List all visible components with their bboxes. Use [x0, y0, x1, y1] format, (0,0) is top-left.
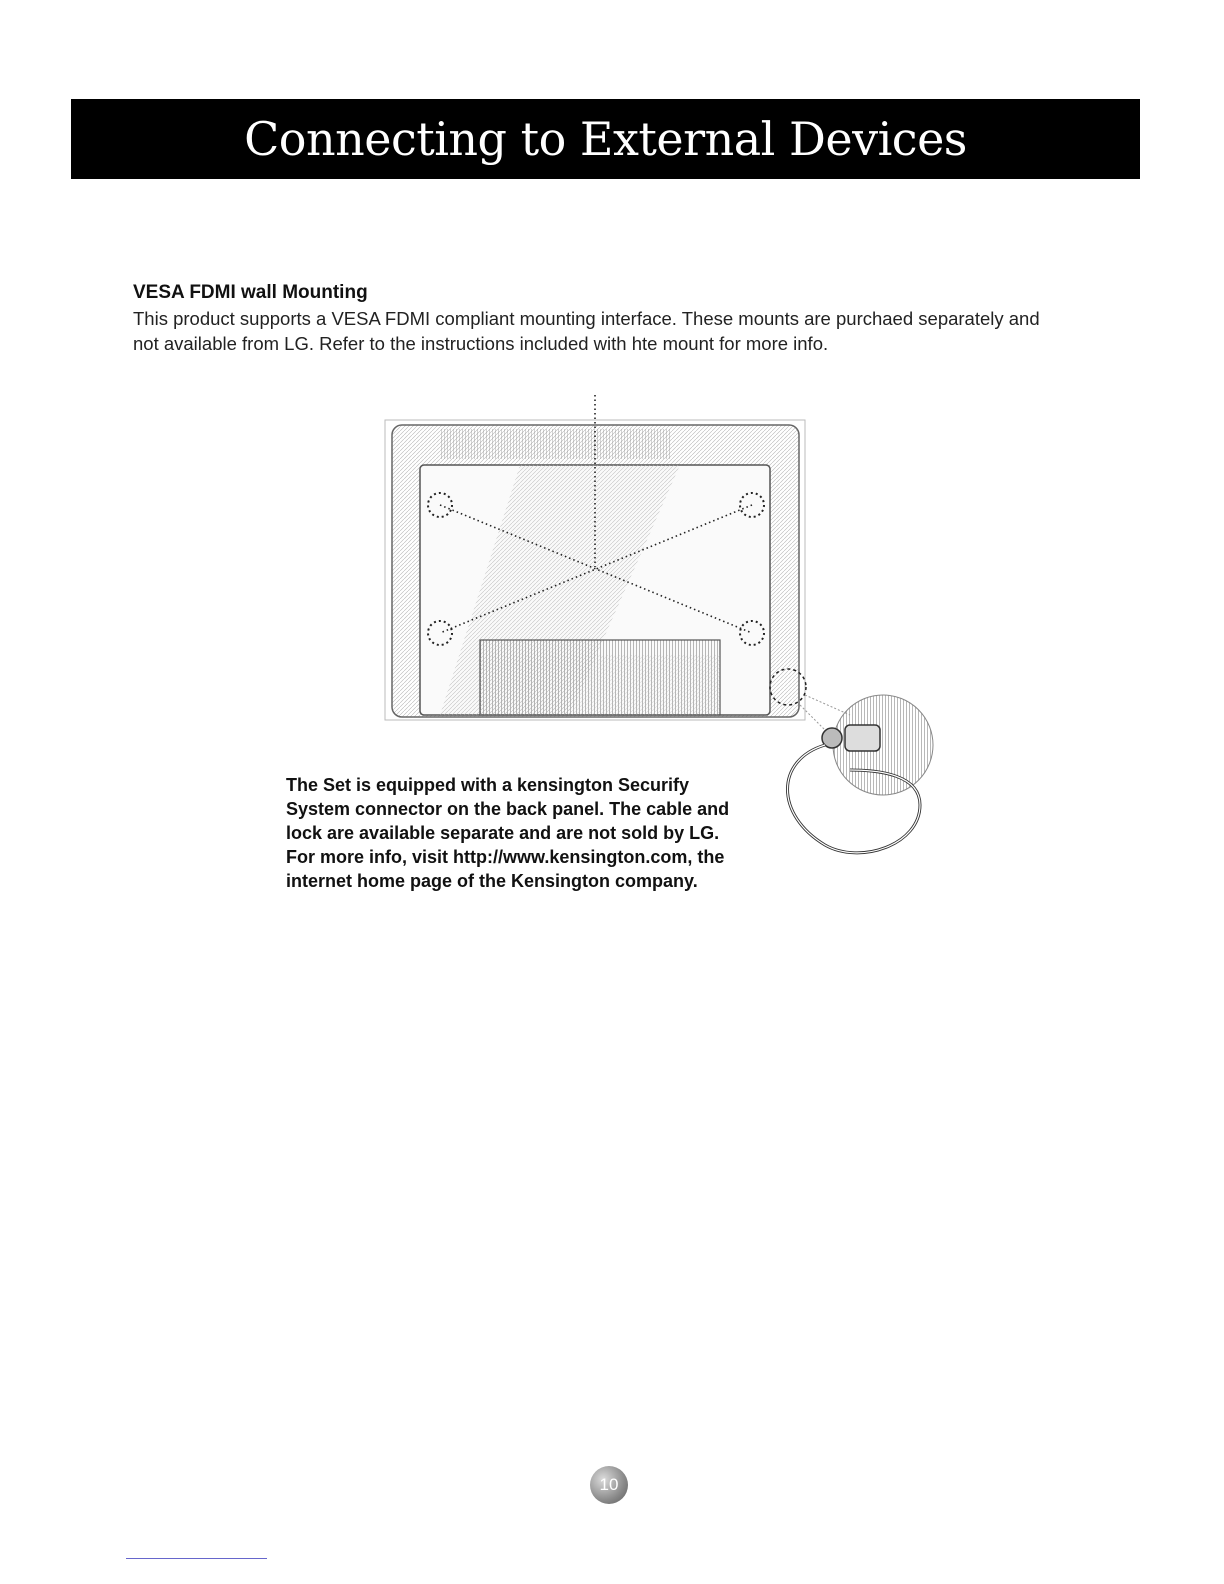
kensington-caption — [286, 773, 786, 893]
monitor-back-panel-icon — [385, 420, 805, 720]
intro-paragraph: This product supports a VESA FDMI compliant mounting interface. These mounts are purchaed separately and not available from LG. Refer to the instructions included with hte mount for more info. — [133, 308, 1040, 354]
caption-line: lock are available separate and are not sold by LG. — [286, 823, 720, 843]
page-number-badge: 10 — [590, 1466, 628, 1504]
caption-line: For more info, visit http://www.kensington.com, the — [286, 847, 725, 867]
page-title: Connecting to External Devices — [244, 112, 967, 166]
section-title: VESA FDMI wall Mounting — [133, 282, 368, 303]
caption-line: System connector on the back panel. The cable and — [286, 799, 730, 819]
page-title-banner — [71, 99, 1140, 179]
caption-line: internet home page of the Kensington company. — [286, 871, 698, 891]
caption-line: The Set is equipped with a kensington Securify — [286, 775, 690, 795]
footer-rule — [126, 1558, 267, 1559]
